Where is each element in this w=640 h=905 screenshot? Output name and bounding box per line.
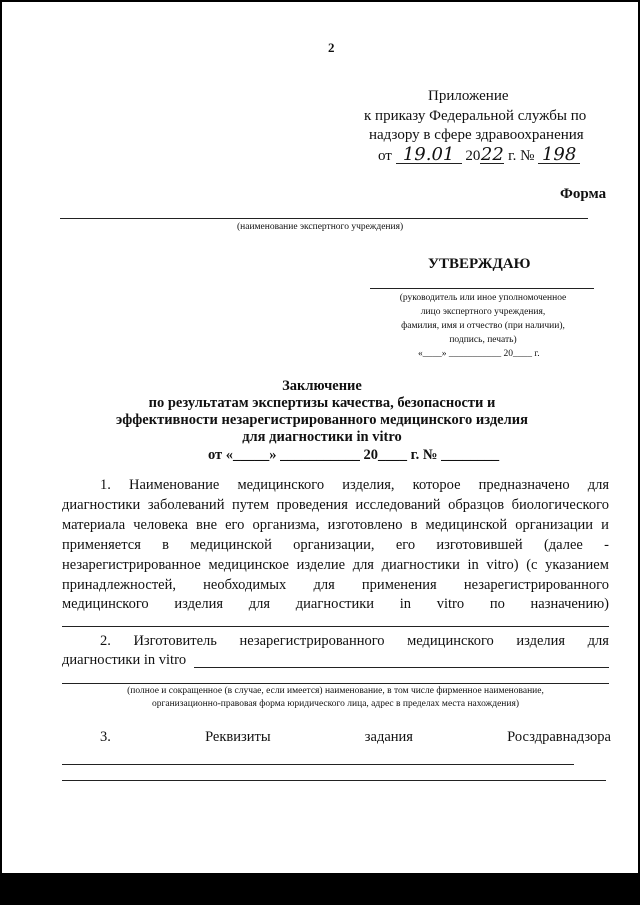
text-word: организации, <box>293 537 375 553</box>
section-1-line-3 <box>62 517 609 534</box>
text-word: организации <box>515 517 594 533</box>
handwritten-date: 19.01 <box>396 146 462 164</box>
text-word: путем <box>232 497 270 513</box>
text-word: in <box>399 596 412 612</box>
section-2-line-2: диагностики in vitro <box>62 652 187 668</box>
text-word: (далее <box>543 537 583 553</box>
document-page <box>2 2 638 873</box>
title-line-3: эффективности незарегистрированного медицинского изделия <box>116 412 528 428</box>
title-line-4: для диагностики in vitro <box>242 429 402 445</box>
text-word: биологического <box>511 497 609 513</box>
section-3-line-1 <box>100 729 611 746</box>
title-date-number-line: от «_____» ___________ 20____ г. № ________ <box>208 447 500 463</box>
text-word: его <box>395 537 416 553</box>
text-word: для <box>587 477 609 493</box>
text-word: 1. <box>100 477 111 493</box>
approve-caption-1: (руководитель или иное уполномоченное <box>399 293 567 303</box>
text-word: которое <box>412 477 461 493</box>
text-word: незарегистрированное <box>62 557 201 573</box>
section-2-caption-1: (полное и сокращенное (в случае, если имеется) наименование, в том числе фирменное наименование, <box>127 686 544 696</box>
section-1-line-4 <box>62 537 609 554</box>
approve-date-line: «____» ___________ 20____ г. <box>418 349 540 359</box>
text-word: проведения <box>276 497 348 513</box>
text-word: 3. <box>100 729 111 745</box>
text-word: изделие <box>296 557 346 573</box>
text-word: применяется <box>62 537 141 553</box>
text-word: 2. <box>100 633 111 649</box>
text-word: для <box>352 557 374 573</box>
appendix-line-1: Приложение <box>428 88 509 104</box>
approve-caption-4: подпись, печать) <box>449 335 517 345</box>
text-word: медицинского <box>62 596 149 612</box>
text-word: изделия <box>174 596 224 612</box>
text-word: для <box>313 577 335 593</box>
text-word: vitro) <box>486 557 519 573</box>
text-word: - <box>604 537 609 553</box>
text-word: изделия <box>516 633 566 649</box>
text-word: исследований <box>355 497 441 513</box>
approve-caption-3: фамилия, имя и отчество (при наличии), <box>401 321 565 331</box>
appendix-date-line <box>378 146 580 165</box>
text-word: предназначено <box>478 477 570 493</box>
form-label: Форма <box>560 186 607 202</box>
text-word: медицинской <box>425 517 508 533</box>
handwritten-year: 22 <box>480 144 504 165</box>
text-word: (с <box>526 557 538 573</box>
text-word: vitro <box>436 596 465 612</box>
text-word: для <box>587 633 609 649</box>
institution-caption: (наименование экспертного учреждения) <box>237 222 404 232</box>
text-word: по <box>489 596 505 612</box>
text-word: указанием <box>545 557 609 573</box>
text-word: Реквизиты <box>205 729 271 745</box>
appendix-line-3: надзору в сфере здравоохранения <box>369 127 584 143</box>
text-word: его <box>225 517 245 533</box>
section-2-caption-2: организационно-правовая форма юридического лица, адрес в пределах места нахождения) <box>151 699 519 709</box>
approve-signature-line <box>370 288 594 289</box>
text-word: вне <box>196 517 218 533</box>
approve-caption-2: лицо экспертного учреждения, <box>420 307 546 317</box>
manufacturer-field-line-2 <box>62 683 609 684</box>
title-line-2: по результатам экспертизы качества, безопасности и <box>148 395 496 411</box>
text-word: и <box>601 517 609 533</box>
page-number: 2 <box>328 40 335 55</box>
text-word: человека <box>133 517 188 533</box>
section-2-line-1 <box>100 633 609 650</box>
text-word: принадлежностей, <box>62 577 176 593</box>
text-word: незарегистрированного <box>463 577 609 593</box>
text-word: изготовившей <box>436 537 523 553</box>
text-word: медицинского <box>407 633 494 649</box>
text-word: задания <box>364 729 413 745</box>
text-word: организма, <box>252 517 320 533</box>
number-label: г. № <box>508 148 535 164</box>
text-word: Изготовитель <box>133 633 217 649</box>
text-word: применения <box>361 577 437 593</box>
approve-title: УТВЕРЖДАЮ <box>428 256 531 272</box>
manufacturer-field-line <box>194 667 609 668</box>
section-1-line-5 <box>62 557 609 574</box>
year-prefix: 20 <box>465 148 481 164</box>
section-3-answer-line-2 <box>62 780 606 781</box>
text-word: материала <box>62 517 126 533</box>
text-word: Наименование <box>128 477 220 493</box>
text-word: изделия, <box>342 477 395 493</box>
text-word: в <box>410 517 418 533</box>
text-word: необходимых <box>203 577 287 593</box>
handwritten-number: 198 <box>538 146 580 164</box>
section-3-answer-line-1 <box>62 764 574 765</box>
section-1-line-6 <box>62 577 609 594</box>
text-word: медицинской <box>190 537 272 553</box>
text-word: диагностики <box>62 497 141 513</box>
text-word: медицинского <box>237 477 325 493</box>
section-1-line-1 <box>100 477 609 494</box>
date-prefix: от <box>378 148 392 164</box>
text-word: в <box>162 537 169 553</box>
section-1-line-7 <box>62 596 609 613</box>
text-word: образцов <box>448 497 505 513</box>
text-word: Росздравнадзора <box>507 729 611 745</box>
section-1-line-2 <box>62 497 609 514</box>
title-line-1: Заключение <box>282 378 362 394</box>
text-word: диагностики <box>295 596 375 612</box>
text-word: диагностики <box>381 557 460 573</box>
text-word: изготовлено <box>327 517 403 533</box>
text-word: для <box>248 596 271 612</box>
text-word: заболеваний <box>147 497 225 513</box>
appendix-line-2: к приказу Федеральной службы по <box>364 108 587 124</box>
institution-line <box>60 218 588 219</box>
text-word: in <box>467 557 479 573</box>
text-word: незарегистрированного <box>239 633 385 649</box>
text-word: медицинское <box>208 557 289 573</box>
text-word: назначению) <box>530 596 609 612</box>
section-1-answer-line <box>62 626 609 627</box>
